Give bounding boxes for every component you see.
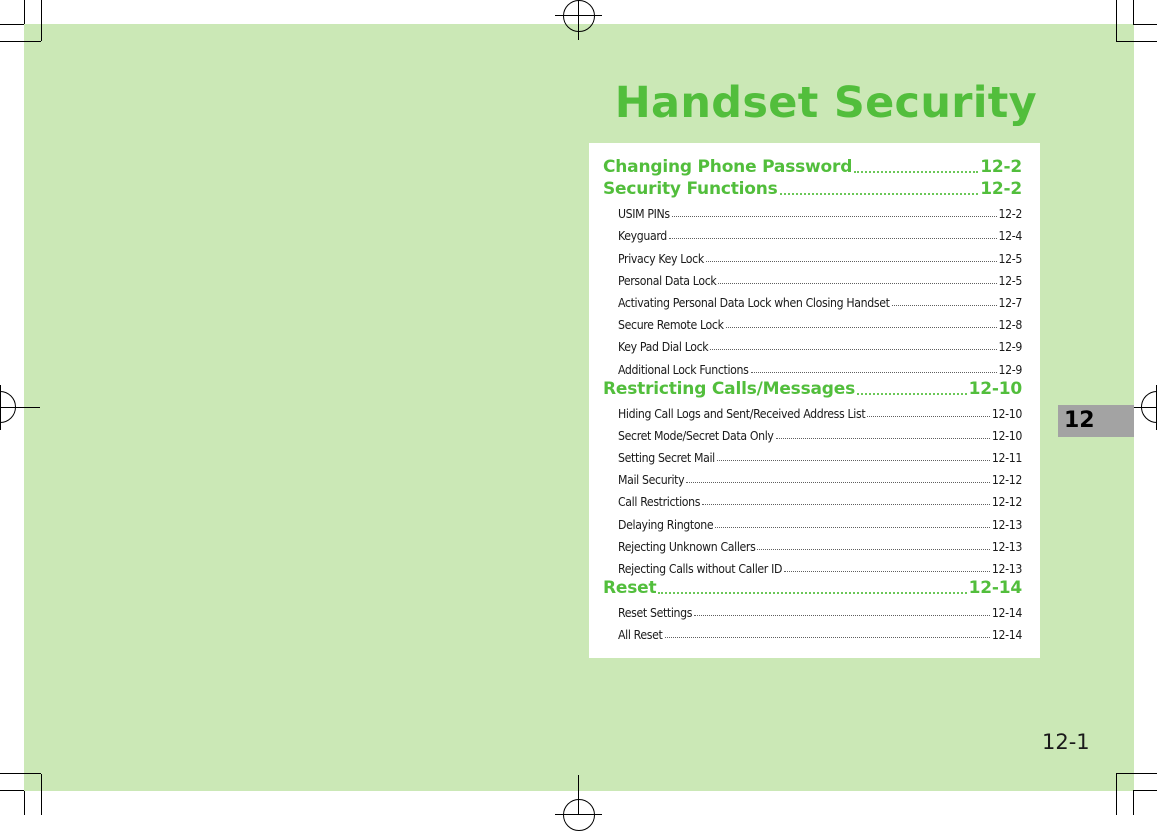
toc-label: Keyguard	[618, 229, 667, 244]
toc-leader-dots	[757, 540, 989, 550]
toc-label: USIM PINs	[618, 207, 670, 222]
toc-entry-link[interactable]	[603, 221, 1022, 243]
toc-page-number: 12-14	[991, 628, 1022, 643]
toc-leader-dots	[672, 207, 997, 217]
toc-entry-link[interactable]	[603, 266, 1022, 288]
toc-label: Restricting Calls/Messages	[603, 378, 855, 399]
toc-page-number: 12-7	[998, 295, 1022, 310]
toc-leader-dots	[726, 318, 997, 328]
toc-leader-dots	[867, 407, 990, 417]
toc-label: Rejecting Calls without Caller ID	[618, 562, 783, 576]
toc-page-number: 12-10	[991, 428, 1022, 443]
toc-leader-dots	[702, 495, 990, 505]
toc-leader-dots	[686, 473, 990, 483]
toc-leader-dots	[717, 451, 990, 461]
toc-entry-link[interactable]	[603, 598, 1022, 620]
toc-label: Secure Remote Lock	[618, 318, 724, 333]
toc-section-link[interactable]	[603, 155, 1022, 177]
toc-leader-dots	[784, 562, 990, 572]
toc-page-number: 12-14	[991, 606, 1022, 621]
toc-leader-dots	[854, 161, 978, 173]
toc-entry-link[interactable]	[603, 443, 1022, 465]
toc-entry-link[interactable]	[603, 243, 1022, 265]
toc-entry-link[interactable]	[603, 288, 1022, 310]
toc-leader-dots	[892, 296, 997, 306]
toc-leader-dots	[710, 340, 996, 350]
toc-label: Key Pad Dial Lock	[618, 340, 709, 355]
page-title: Handset Security	[614, 78, 1037, 128]
toc-section-link[interactable]	[603, 377, 1022, 399]
toc-label: Reset	[603, 578, 657, 598]
toc-leader-dots	[857, 383, 967, 395]
toc-leader-dots	[780, 183, 979, 195]
toc-entry-link[interactable]	[603, 332, 1022, 354]
toc-label: Setting Secret Mail	[618, 451, 715, 466]
toc-page-number: 12-5	[998, 251, 1022, 266]
toc-leader-dots	[718, 274, 996, 284]
toc-page-number: 12-12	[991, 495, 1022, 510]
toc-page-number: 12-2	[980, 179, 1022, 199]
toc-leader-dots	[715, 518, 990, 528]
toc-label: Hiding Call Logs and Sent/Received Address List	[618, 406, 866, 421]
toc-page-number: 12-13	[991, 562, 1022, 576]
toc-entry-link[interactable]	[603, 199, 1022, 221]
toc-label: Personal Data Lock	[618, 273, 717, 288]
toc-leader-dots	[665, 628, 990, 638]
toc-page-number: 12-12	[991, 473, 1022, 488]
toc-label: Activating Personal Data Lock when Closing Handset	[618, 295, 890, 310]
toc-page-number: 12-11	[991, 451, 1022, 466]
toc-entry-link[interactable]	[603, 310, 1022, 332]
toc-entry-link[interactable]	[603, 532, 1022, 554]
toc-leader-dots	[751, 363, 997, 373]
toc-section-link[interactable]	[603, 576, 1022, 598]
toc-leader-dots	[694, 606, 990, 616]
toc-label: Rejecting Unknown Callers	[618, 539, 756, 554]
toc-leader-dots	[669, 229, 997, 239]
toc-entry-link[interactable]	[603, 399, 1022, 421]
toc-leader-dots	[706, 252, 997, 262]
toc-label: Additional Lock Functions	[618, 362, 749, 377]
toc-leader-dots	[776, 429, 990, 439]
toc-entry-link[interactable]	[603, 421, 1022, 443]
toc-label: Call Restrictions	[618, 495, 701, 510]
toc-entry-link[interactable]	[603, 620, 1022, 642]
toc-page-number: 12-14	[968, 578, 1022, 598]
toc-label: Reset Settings	[618, 606, 693, 621]
toc-page-number: 12-13	[991, 539, 1022, 554]
toc-entry-link[interactable]	[603, 465, 1022, 487]
toc-page-number: 12-8	[998, 318, 1022, 333]
toc-entry-link[interactable]	[603, 509, 1022, 531]
toc-page-number: 12-9	[998, 340, 1022, 355]
toc-section-link[interactable]	[603, 177, 1022, 199]
toc-page-number: 12-2	[980, 157, 1022, 177]
toc-page-number: 12-10	[968, 378, 1022, 399]
toc-page-number: 12-10	[991, 406, 1022, 421]
toc-page-number: 12-9	[998, 362, 1022, 377]
toc-page-number: 12-13	[991, 517, 1022, 532]
toc-page-number: 12-4	[998, 229, 1022, 244]
toc-page-number: 12-5	[998, 273, 1022, 288]
toc-label: Changing Phone Password	[603, 157, 853, 177]
toc-entry-link[interactable]	[603, 554, 1022, 576]
toc-entry-link[interactable]	[603, 487, 1022, 509]
toc-label: Security Functions	[603, 179, 778, 199]
toc-leader-dots	[658, 582, 966, 594]
toc-label: Privacy Key Lock	[618, 251, 704, 266]
toc-label: Delaying Ringtone	[618, 517, 714, 532]
toc-entry-link[interactable]	[603, 354, 1022, 376]
toc-label: All Reset	[618, 628, 663, 643]
page-number: 12-1	[1042, 730, 1090, 754]
toc-label: Secret Mode/Secret Data Only	[618, 428, 774, 443]
chapter-tab[interactable]: 12	[1058, 405, 1134, 437]
toc-label: Mail Security	[618, 473, 685, 488]
toc-page-number: 12-2	[998, 207, 1022, 222]
table-of-contents	[603, 155, 1022, 642]
